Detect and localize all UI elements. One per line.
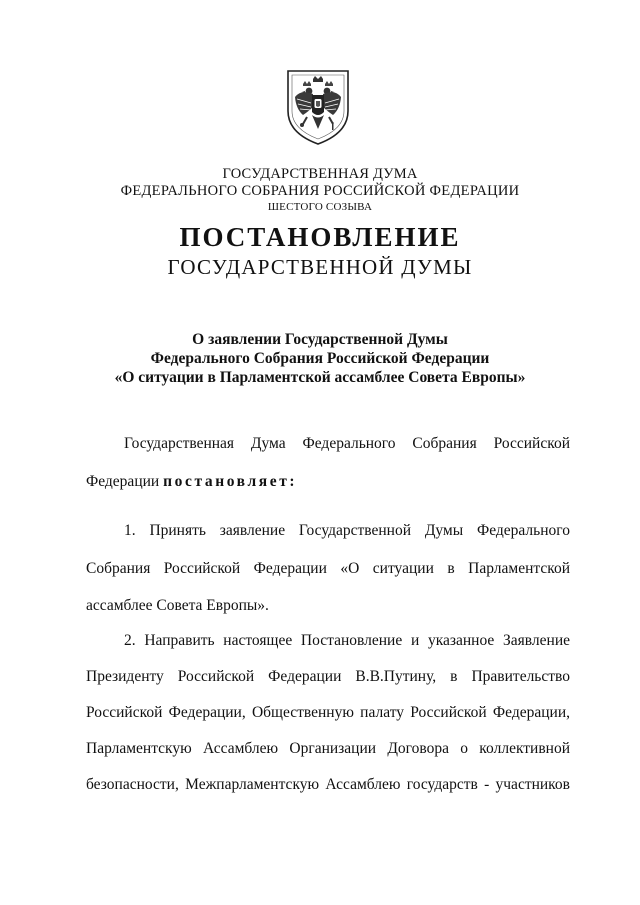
subject-line-3: «О ситуации в Парламентской ассамблее Совета Европы» [114,369,526,386]
organization-name-line-2: ФЕДЕРАЛЬНОГО СОБРАНИЯ РОССИЙСКОЙ ФЕДЕРАЦИИ [120,183,520,199]
convocation-label: ШЕСТОГО СОЗЫВА [267,201,373,213]
item-2-line-3: Российской Федерации, Общественную палату Российской Федерации, [86,704,570,721]
issuer-subtitle: ГОСУДАРСТВЕННОЙ ДУМЫ [167,255,473,279]
subject-line-2: Федерального Собрания Российской Федерации [150,350,490,367]
preamble-line-2 [86,473,570,491]
organization-name-line-1: ГОСУДАРСТВЕННАЯ ДУМА [222,166,418,182]
preamble-text: Федерации [86,473,164,490]
item-2-line-1: 2. Направить настоящее Постановление и указанное Заявление [124,632,570,649]
preamble-line-1: Государственная Дума Федерального Собрания Российской [124,435,570,452]
item-2-line-5: безопасности, Межпарламентскую Ассамблею государств - участников [86,776,570,793]
item-1-line-2: Собрания Российской Федерации «О ситуации в Парламентской [86,560,570,577]
subject-line-1: О заявлении Государственной Думы [192,331,448,348]
item-2-line-4: Парламентскую Ассамблею Организации Договора о коллективной [86,740,570,757]
item-2-line-2: Президенту Российской Федерации В.В.Путину, в Правительство [86,668,570,685]
item-1-line-1: 1. Принять заявление Государственной Думы Федерального [124,522,570,539]
document-type-title: ПОСТАНОВЛЕНИЕ [179,222,461,252]
coat-of-arms-emblem [283,67,353,147]
item-1-line-3: ассамблее Совета Европы». [86,597,269,614]
resolves-keyword: постановляет: [163,473,298,490]
